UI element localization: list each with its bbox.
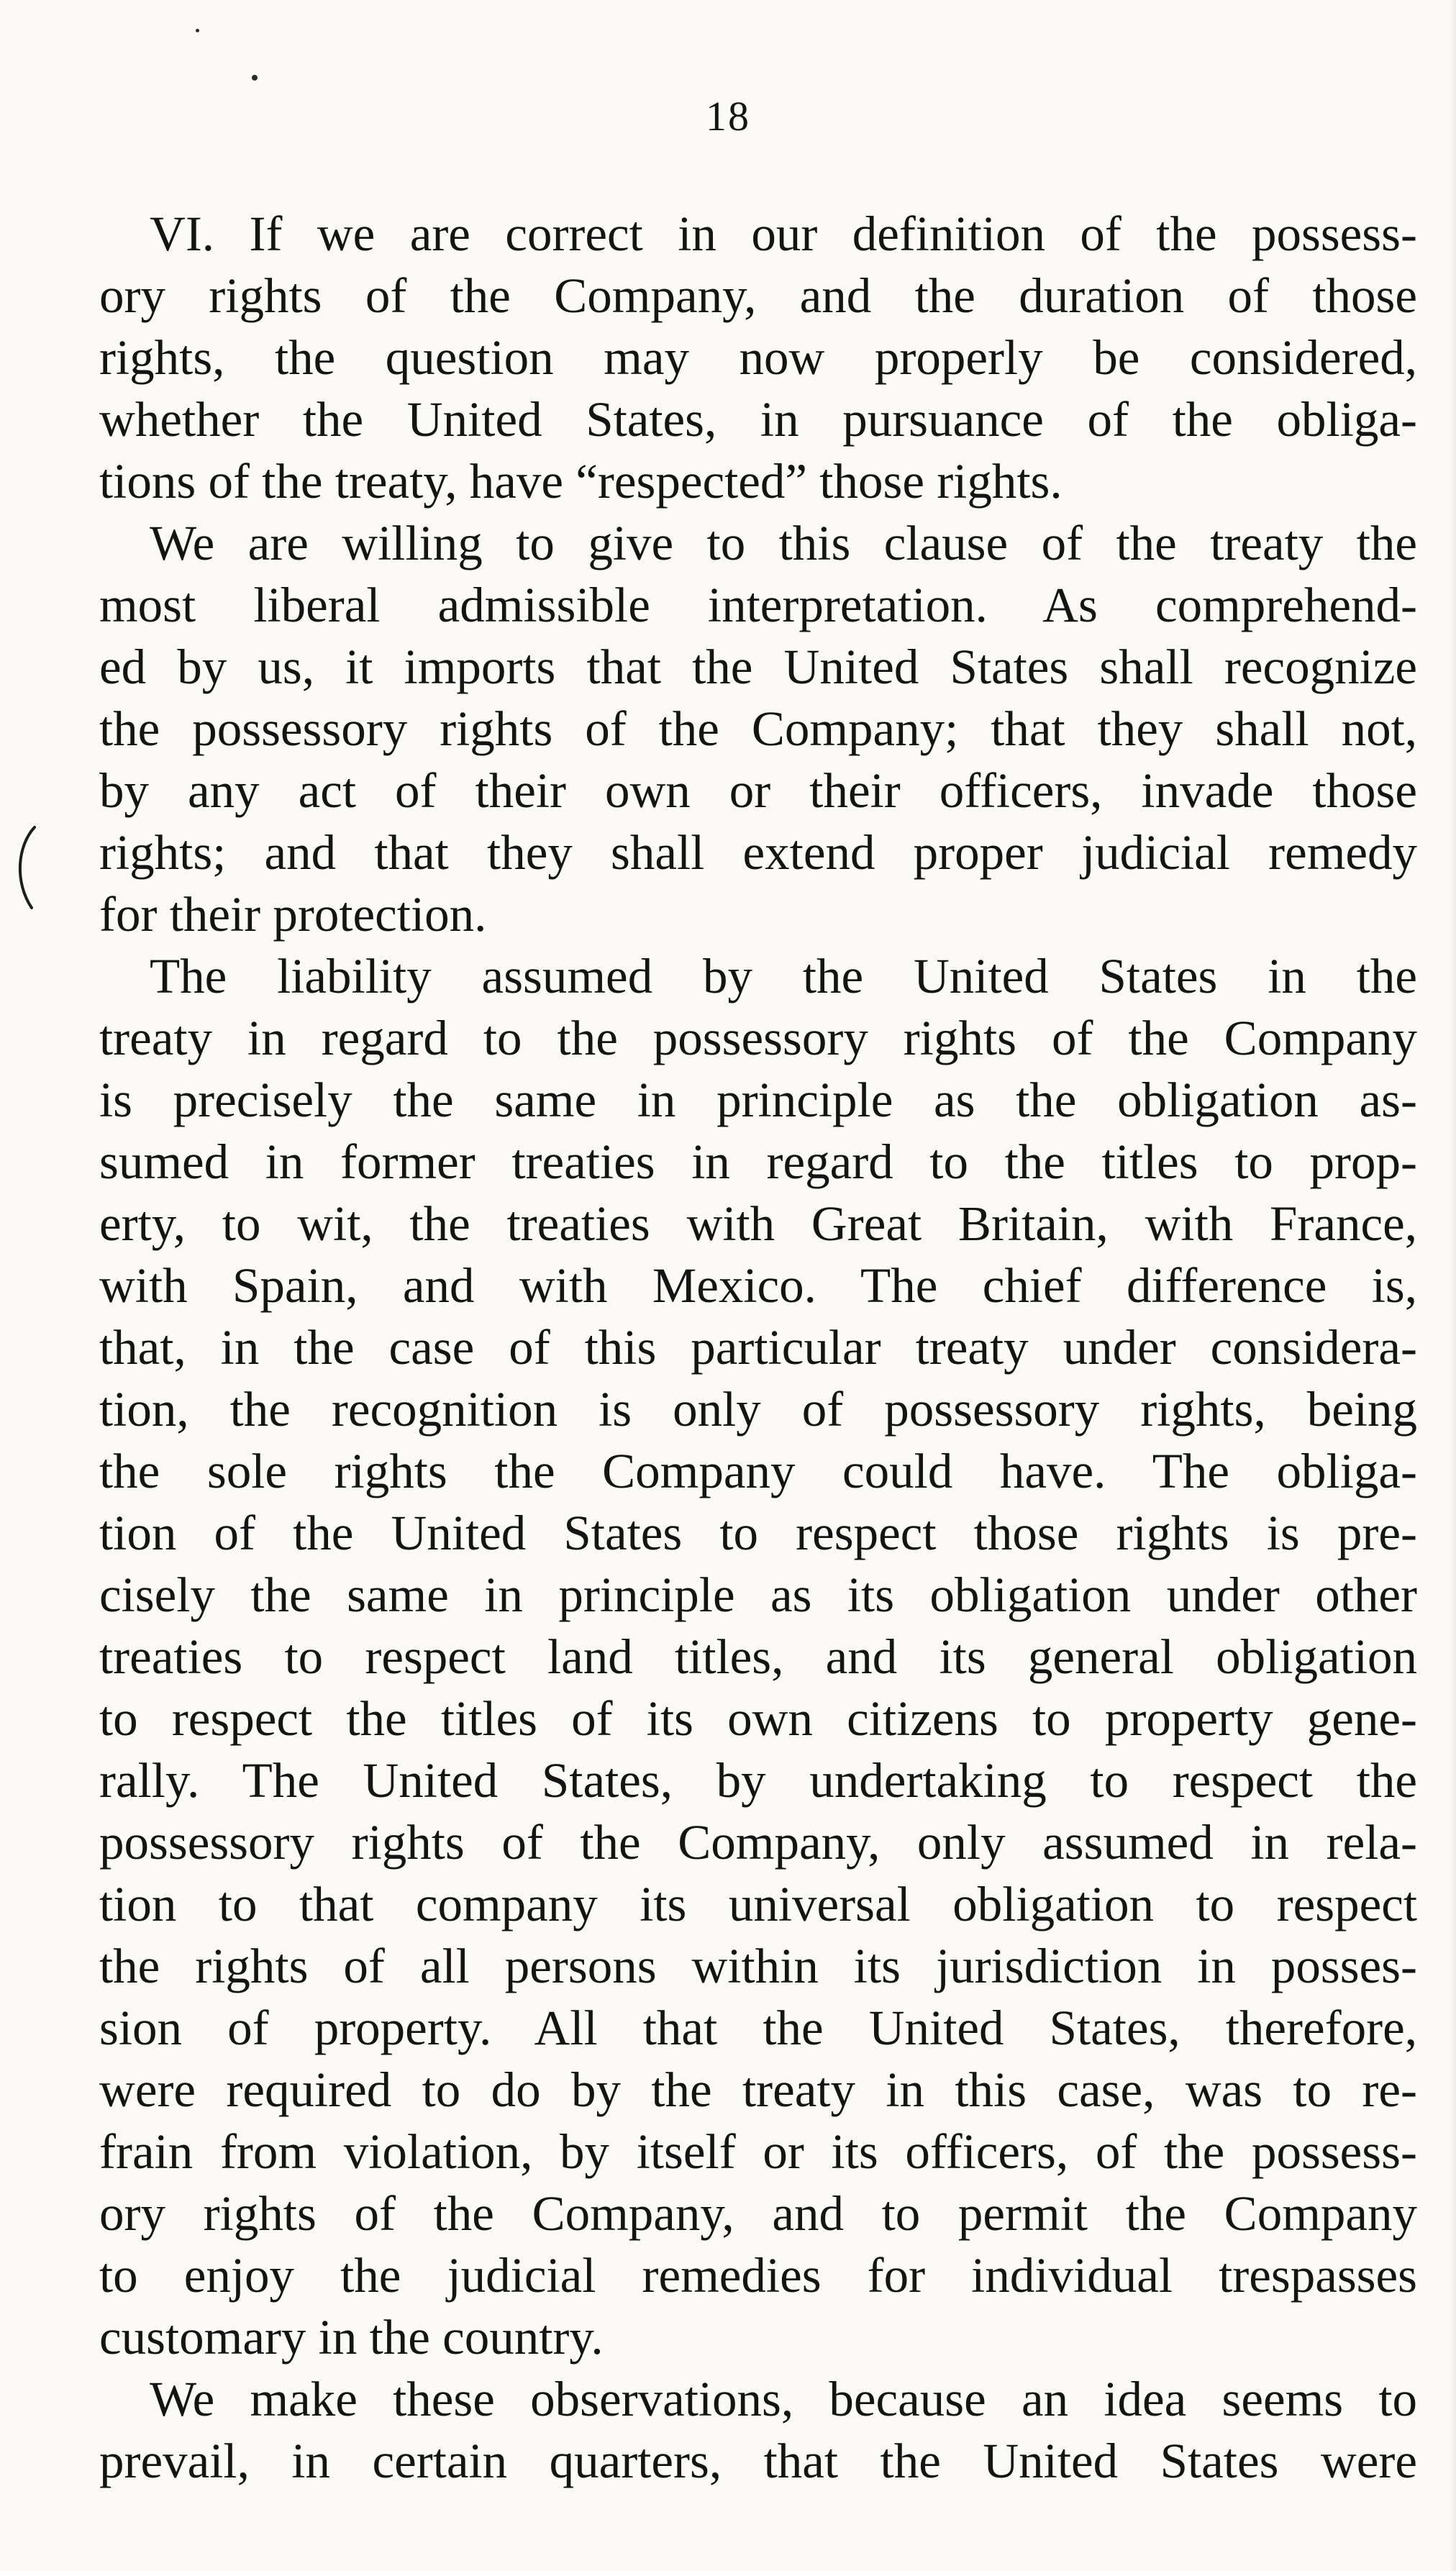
text-line: by any act of their own or their officers, invade those [99,763,1417,818]
paragraph [99,203,1417,512]
text-line: sion of property. All that the United States, therefore, [99,2001,1417,2055]
ink-speck [196,29,199,32]
text-line: is precisely the same in principle as the obligation as- [99,1073,1417,1127]
paragraph [99,945,1417,2368]
text-line: ed by us, it imports that the United States shall recognize [99,640,1417,694]
text-line: customary in the country. [99,2310,604,2365]
text-line: were required to do by the treaty in this case, was to re- [99,2062,1417,2117]
paragraph [99,2368,1417,2492]
text-line: tion, the recognition is only of possessory rights, being [99,1382,1417,1437]
text-line: that, in the case of this particular treaty under considera- [99,1320,1417,1375]
text-line: ory rights of the Company, and to permit the Company [99,2186,1417,2241]
text-line: possessory rights of the Company, only assumed in rela- [99,1815,1417,1870]
text-line: for their protection. [99,887,487,942]
text-line: VI. If we are correct in our definition of the possess- [150,206,1417,261]
text-line: rally. The United States, by undertaking to respect the [99,1753,1417,1808]
body-text [99,203,1417,2492]
paragraph [99,512,1417,945]
text-line: rights, the question may now properly be considered, [99,330,1417,385]
ink-speck [252,75,258,81]
text-line: the sole rights the Company could have. The obliga- [99,1444,1417,1498]
text-line: prevail, in certain quarters, that the United States were [99,2434,1417,2488]
text-line: frain from violation, by itself or its officers, of the possess- [99,2124,1417,2179]
text-line: ory rights of the Company, and the duration of those [99,268,1417,323]
text-line: tion to that company its universal obligation to respect [99,1877,1417,1931]
text-line: sumed in former treaties in regard to the titles to prop- [99,1134,1417,1189]
text-line: We make these observations, because an idea seems to [150,2372,1417,2426]
text-line: to respect the titles of its own citizens to property gene- [99,1691,1417,1746]
page-number: 18 [706,93,750,140]
text-line: The liability assumed by the United States in the [150,949,1417,1004]
text-line: most liberal admissible interpretation. As comprehend- [99,578,1417,632]
text-line: cisely the same in principle as its obligation under other [99,1567,1417,1622]
text-line: rights; and that they shall extend proper judicial remedy [99,825,1417,880]
text-line: treaty in regard to the possessory rights of the Company [99,1011,1417,1065]
text-line: tions of the treaty, have “respected” those rights. [99,454,1063,509]
text-line: to enjoy the judicial remedies for individual trespasses [99,2248,1417,2303]
page-edge-shadow [1449,0,1456,2571]
margin-bracket-mark [10,824,42,911]
text-line: We are willing to give to this clause of the treaty the [150,516,1417,570]
text-line: whether the United States, in pursuance of the obliga- [99,392,1417,447]
text-line: treaties to respect land titles, and its general obligation [99,1629,1417,1684]
text-line: the possessory rights of the Company; that they shall not, [99,701,1417,756]
text-line: tion of the United States to respect those rights is pre- [99,1506,1417,1560]
text-line: erty, to wit, the treaties with Great Britain, with France, [99,1196,1417,1251]
text-line: with Spain, and with Mexico. The chief difference is, [99,1258,1417,1313]
text-line: the rights of all persons within its jurisdiction in posses- [99,1939,1417,1993]
